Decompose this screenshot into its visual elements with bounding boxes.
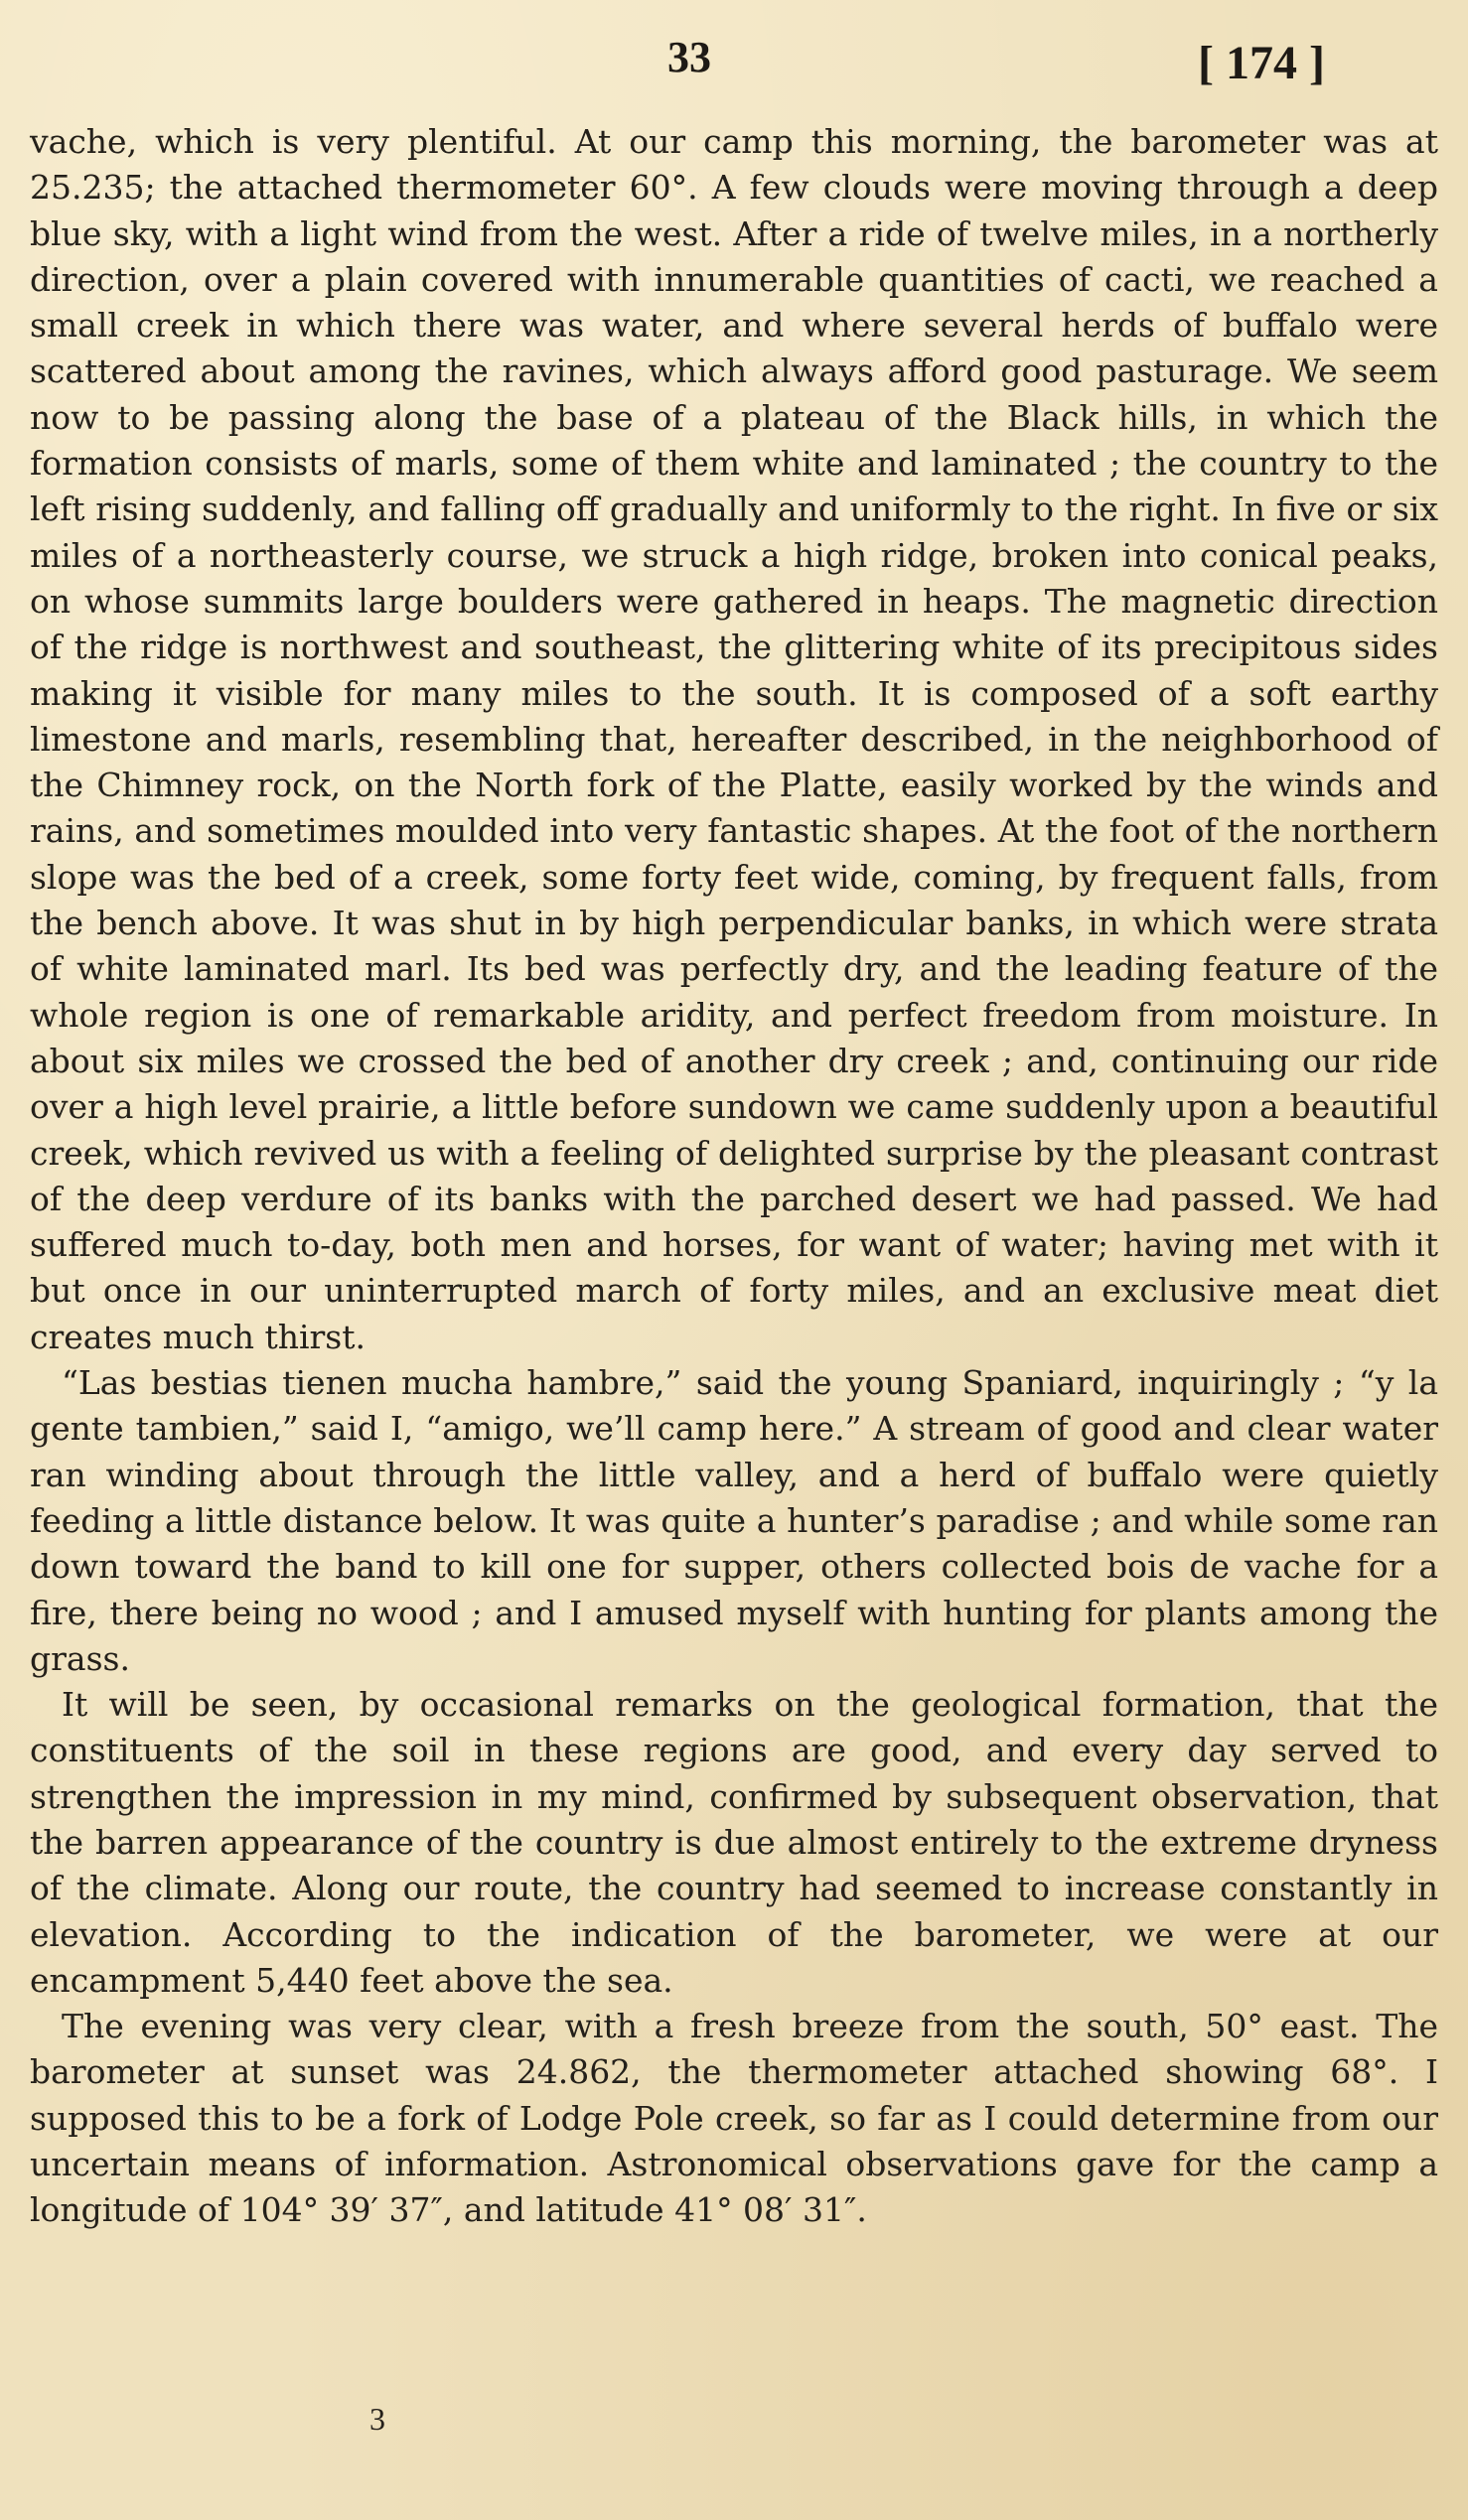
document-number: [ 174 ] — [1198, 37, 1325, 89]
signature-mark: 3 — [369, 2401, 385, 2437]
paragraph: vache, which is very plentiful. At our camp this morning, the barometer was at 25.235; the attached thermometer 60°. A few clouds were moving through a deep blue sky, with a light wind from the west. After a ride of twelve miles, in a northerly direction, over a plain covered with innumerable quantities of cacti, we reached a small creek in which there was water, and where several herds of buffalo were scattered about among the ravines, which always afford good pasturage. We seem now to be passing along the base of a plateau of the Black hills, in which the formation consists of marls, some of them white and laminated ; the country to the left rising suddenly, and falling off gradually and uniformly to the right. In five or six miles of a northeasterly course, we struck a high ridge, broken into conical peaks, on whose summits large boulders were gathered in heaps. The magnetic direction of the ridge is northwest and southeast, the glittering white of its precipitous sides making it visible for many miles to the south. It is composed of a soft earthy limestone and marls, resembling that, hereafter described, in the neighborhood of the Chimney rock, on the North fork of the Platte, easily worked by the winds and rains, and sometimes moulded into very fantastic shapes. At the foot of the northern slope was the bed of a creek, some forty feet wide, coming, by frequent falls, from the bench above. It was shut in by high perpendicular banks, in which were strata of white laminated marl. Its bed was perfectly dry, and the leading feature of the whole region is one of remarkable aridity, and perfect freedom from moisture. In about six miles we crossed the bed of another dry creek ; and, continuing our ride over a high level prairie, a little before sundown we came suddenly upon a beautiful creek, which revived us with a feeling of delighted surprise by the pleasant contrast of the deep verdure of its banks with the parched desert we had passed. We had suffered much to-day, both men and horses, for want of water; having met with it but once in our uninterrupted march of forty miles, and an exclusive meat diet creates much thirst. — [30, 122, 1438, 1356]
body-text — [30, 119, 1438, 2234]
paragraph: “Las bestias tienen mucha hambre,” said the young Spaniard, inquiringly ; “y la gente tambien,” said I, “amigo, we’ll camp here.” A stream of good and clear water ran winding about through the little valley, and a herd of buffalo were quietly feeding a little distance below. It was quite a hunter’s paradise ; and while some ran down toward the band to kill one for supper, others collected bois de vache for a fire, there being no wood ; and I amused myself with hunting for plants among the grass. — [30, 1363, 1438, 1678]
paragraph: The evening was very clear, with a fresh breeze from the south, 50° east. The barometer at sunset was 24.862, the thermometer attached showing 68°. I supposed this to be a fork of Lodge Pole creek, so far as I could determine from our uncertain means of information. Astronomical observations gave for the camp a longitude of 104° 39′ 37″, and latitude 41° 08′ 31″. — [30, 2007, 1438, 2230]
paragraph: It will be seen, by occasional remarks on the geological formation, that the constituents of the soil in these regions are good, and every day served to strengthen the impression in my mind, confirmed by subsequent observation, that the barren appearance of the country is due almost entirely to the extreme dryness of the climate. Along our route, the country had seemed to increase constantly in elevation. According to the indication of the barometer, we were at our encampment 5,440 feet above the sea. — [30, 1685, 1438, 2000]
page-header — [0, 28, 1468, 97]
page-number: 33 — [667, 33, 711, 81]
